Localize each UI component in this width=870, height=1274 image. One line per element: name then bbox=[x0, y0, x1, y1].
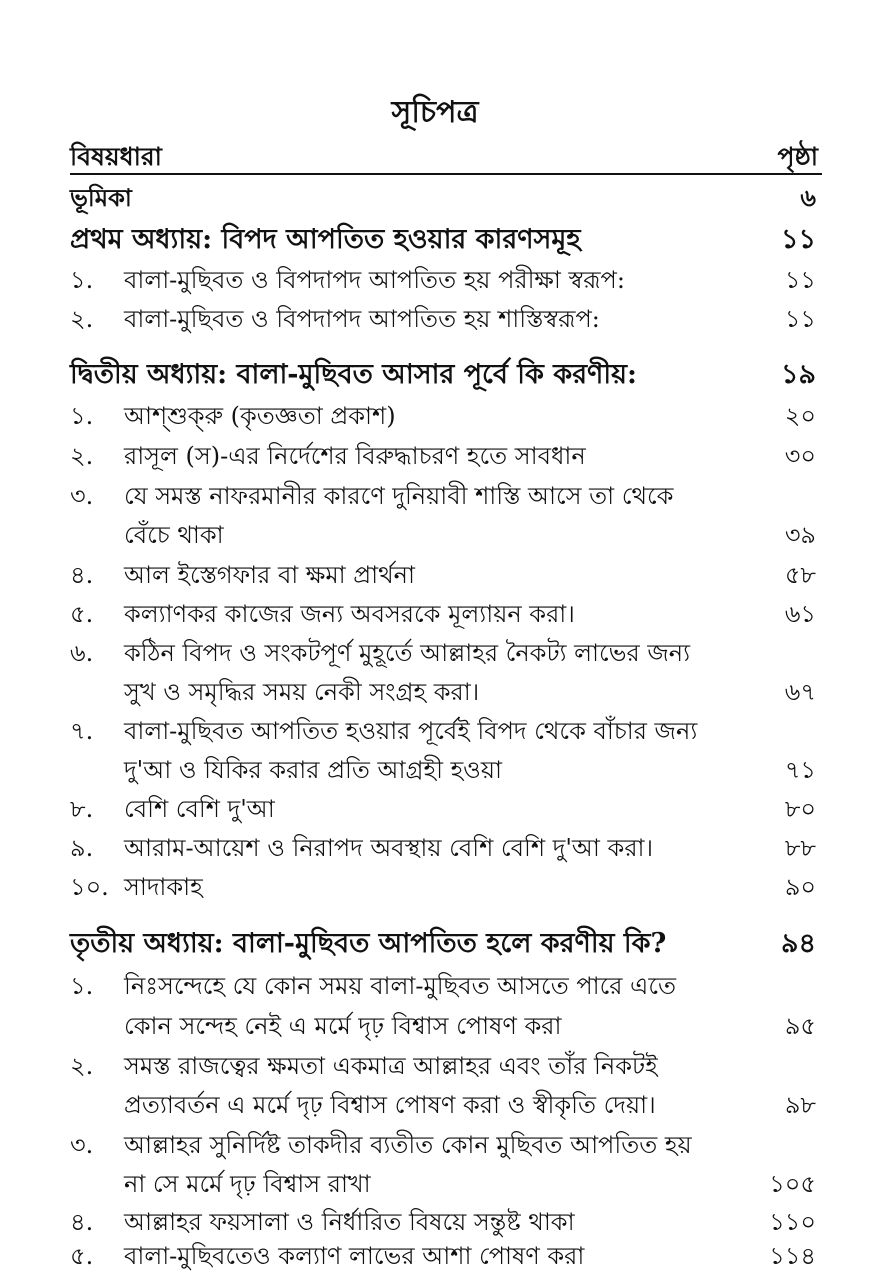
toc-row-number: ১. bbox=[70, 266, 94, 294]
toc-row-text: সমস্ত রাজত্বের ক্ষমতা একমাত্র আল্লাহর এবং তাঁর নিকটই bbox=[124, 1052, 658, 1080]
toc-row-continuation bbox=[70, 1010, 822, 1042]
toc-row bbox=[70, 637, 822, 669]
toc-row bbox=[70, 480, 822, 512]
toc-row-number: ৬. bbox=[70, 639, 94, 667]
toc-row-number: ৪. bbox=[70, 1208, 94, 1236]
toc-row-page: ৯৪ bbox=[780, 928, 816, 959]
toc-row-number: ২. bbox=[70, 1052, 94, 1080]
toc-row-number: ২. bbox=[70, 305, 94, 333]
toc-row-text: প্রত্যাবর্তন এ মর্মে দৃঢ় বিশ্বাস পোষণ করা ও স্বীকৃতি দেয়া। bbox=[124, 1091, 656, 1119]
toc-chapter-1 bbox=[70, 224, 822, 256]
toc-row-number: ৯. bbox=[70, 834, 94, 862]
toc-row-page: ৬৭ bbox=[784, 678, 816, 706]
toc-row-number: ৭. bbox=[70, 717, 94, 745]
toc-row-number: ৩. bbox=[70, 1131, 94, 1159]
toc-row-text: বালা-মুছিবত ও বিপদাপদ আপতিত হয় শাস্তিস্বরূপ: bbox=[124, 305, 600, 333]
toc-row-text: বেঁচে থাকা bbox=[124, 521, 224, 549]
toc-row-continuation bbox=[70, 1168, 822, 1200]
toc-row-number: ৩. bbox=[70, 482, 94, 510]
toc-row bbox=[70, 832, 822, 864]
toc-chapter-title: দ্বিতীয় অধ্যায়: বালা-মুছিবত আসার পূর্বে কি করণীয়: bbox=[70, 359, 637, 390]
toc-row-text: আশ্‌শুক্‌রু (কৃতজ্ঞতা প্রকাশ) bbox=[124, 402, 396, 430]
toc-row-page: ১১ bbox=[780, 224, 816, 255]
toc-row-text: রাসূল (স)-এর নির্দেশের বিরুদ্ধাচরণ হতে সাবধান bbox=[124, 442, 586, 470]
toc-chapter-title: প্রথম অধ্যায়: বিপদ আপতিত হওয়ার কারণসমূহ bbox=[70, 224, 581, 255]
toc-row-number: ৫. bbox=[70, 1242, 94, 1270]
toc-row-number: ১. bbox=[70, 972, 94, 1000]
toc-row-text: কল্যাণকর কাজের জন্য অবসরকে মূল্যায়ন করা। bbox=[124, 600, 575, 628]
toc-row-continuation bbox=[70, 676, 822, 708]
toc-row-page: ২০ bbox=[784, 402, 816, 430]
toc-row-text: কঠিন বিপদ ও সংকটপূর্ণ মুহূর্তে আল্লাহর নৈকট্য লাভের জন্য bbox=[124, 639, 691, 667]
page-title: সূচিপত্র bbox=[391, 95, 479, 130]
toc-row bbox=[70, 871, 822, 903]
toc-row-continuation bbox=[70, 754, 822, 786]
toc-row-number: ৮. bbox=[70, 795, 94, 823]
toc-row-continuation bbox=[70, 519, 822, 551]
toc-row bbox=[70, 793, 822, 825]
toc-row-text: বালা-মুছিবত আপতিত হওয়ার পূর্বেই বিপদ থেকে বাঁচার জন্য bbox=[124, 717, 698, 745]
toc-row-page: ১৯ bbox=[780, 359, 816, 390]
toc-row-continuation bbox=[70, 1089, 822, 1121]
toc-row-page: ৬১ bbox=[784, 600, 816, 628]
toc-row-text: নিঃসন্দেহে যে কোন সময় বালা-মুছিবত আসতে পারে এতে bbox=[124, 972, 676, 1000]
toc-row-page: ৩০ bbox=[784, 442, 816, 470]
toc-row-introduction bbox=[70, 182, 822, 214]
header-page-label: পৃষ্ঠা bbox=[777, 142, 818, 171]
toc-row-page: ৯৫ bbox=[784, 1012, 816, 1040]
toc-row bbox=[70, 1129, 822, 1161]
toc-row bbox=[70, 559, 822, 591]
toc-row bbox=[70, 440, 822, 472]
toc-row bbox=[70, 970, 822, 1002]
toc-header bbox=[70, 133, 822, 175]
toc-row-text: যে সমস্ত নাফরমানীর কারণে দুনিয়াবী শাস্তি আসে তা থেকে bbox=[124, 482, 674, 510]
toc-row bbox=[70, 303, 822, 335]
toc-row bbox=[70, 715, 822, 747]
toc-row-page: ৯০ bbox=[784, 873, 816, 901]
toc-row-page: ৩৯ bbox=[784, 521, 816, 549]
toc-row-text: বালা-মুছিবতেও কল্যাণ লাভের আশা পোষণ করা bbox=[124, 1242, 585, 1270]
toc-row-page: ৯৮ bbox=[784, 1091, 816, 1119]
toc-row-page: ৮৮ bbox=[784, 834, 816, 862]
toc-row-text: ভূমিকা bbox=[70, 183, 132, 212]
toc-row-number: ২. bbox=[70, 442, 94, 470]
toc-row-text: কোন সন্দেহ নেই এ মর্মে দৃঢ় বিশ্বাস পোষণ করা bbox=[124, 1012, 562, 1040]
toc-row-page: ১১ bbox=[784, 266, 816, 294]
toc-row bbox=[70, 1050, 822, 1082]
toc-chapter-3 bbox=[70, 928, 822, 960]
toc-row-page: ১১ bbox=[784, 305, 816, 333]
toc-row-page: ৭১ bbox=[784, 756, 816, 784]
toc-row-text: আল্লাহর সুনির্দিষ্ট তাকদীর ব্যতীত কোন মুছিবত আপতিত হয় bbox=[124, 1131, 692, 1159]
toc-row-page: ১১০ bbox=[769, 1208, 816, 1236]
toc-row bbox=[70, 400, 822, 432]
toc-chapter-2 bbox=[70, 359, 822, 391]
toc-row bbox=[70, 1206, 822, 1238]
toc-row-text: বালা-মুছিবত ও বিপদাপদ আপতিত হয় পরীক্ষা স্বরূপ: bbox=[124, 266, 625, 294]
toc-row bbox=[70, 598, 822, 630]
toc-chapter-title: তৃতীয় অধ্যায়: বালা-মুছিবত আপতিত হলে করণীয় কি? bbox=[70, 928, 667, 959]
toc-row-text: সুখ ও সমৃদ্ধির সময় নেকী সংগ্রহ করা। bbox=[124, 678, 480, 706]
toc-row-text: না সে মর্মে দৃঢ় বিশ্বাস রাখা bbox=[124, 1170, 371, 1198]
toc-row bbox=[70, 264, 822, 296]
toc-row-text: বেশি বেশি দু'আ bbox=[124, 795, 275, 823]
toc-row-page: ৫৮ bbox=[784, 561, 816, 589]
toc-row-number: ৫. bbox=[70, 600, 94, 628]
toc-row-page: ১০৫ bbox=[769, 1170, 816, 1198]
toc-row-text: আরাম-আয়েশ ও নিরাপদ অবস্থায় বেশি বেশি দু'আ করা। bbox=[124, 834, 654, 862]
header-subject-label: বিষয়ধারা bbox=[70, 142, 162, 171]
toc-row-number: ১. bbox=[70, 402, 94, 430]
toc-row-page: ৬ bbox=[800, 183, 816, 212]
toc-row-text: দু'আ ও যিকির করার প্রতি আগ্রহী হওয়া bbox=[124, 756, 502, 784]
toc-row-text: আল ইস্তেগফার বা ক্ষমা প্রার্থনা bbox=[124, 561, 415, 589]
toc-row-number: ১০. bbox=[70, 873, 109, 901]
toc-row-page: ১১৪ bbox=[769, 1242, 816, 1270]
toc-row bbox=[70, 1240, 822, 1272]
toc-row-text: সাদাকাহ bbox=[124, 873, 203, 901]
toc-row-number: ৪. bbox=[70, 561, 94, 589]
toc-row-page: ৮০ bbox=[784, 795, 816, 823]
toc-row-text: আল্লাহর ফয়সালা ও নির্ধারিত বিষয়ে সন্তুষ্ট থাকা bbox=[124, 1208, 575, 1236]
